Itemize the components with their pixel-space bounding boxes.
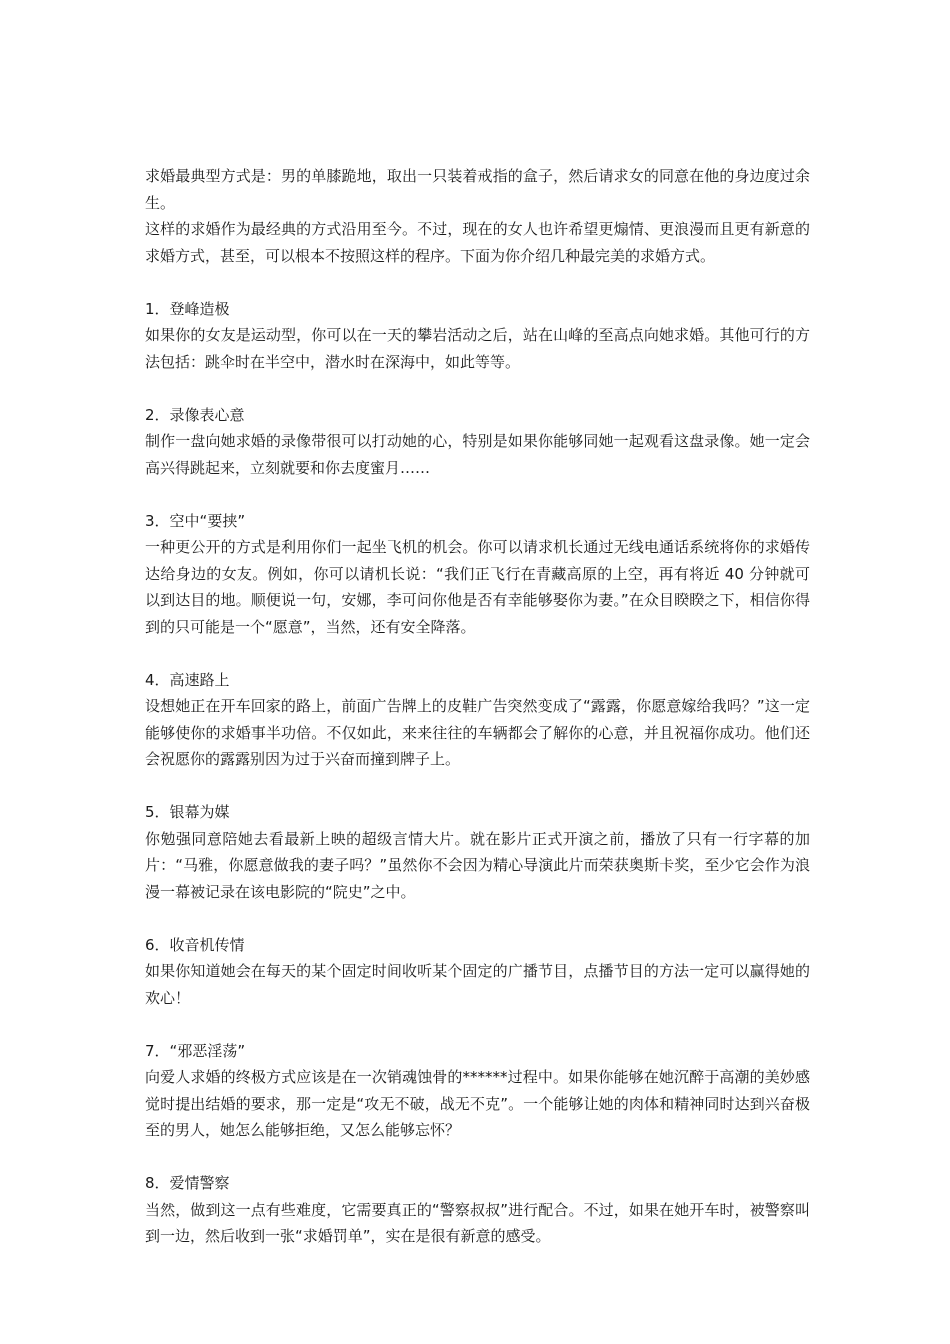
section-body: 向爱人求婚的终极方式应该是在一次销魂蚀骨的******过程中。如果你能够在她沉醉于高潮的美妙感觉时提出结婚的要求，那一定是“攻无不破，战无不克”。一个能够让她的肉体和精神同时达到兴奋极至的男人，她怎么能够拒绝，又怎么能够忘怀？ [145, 1068, 810, 1139]
section-body: 制作一盘向她求婚的录像带很可以打动她的心，特别是如果你能够同她一起观看这盘录像。她一定会高兴得跳起来，立刻就要和你去度蜜月…… [145, 432, 810, 477]
section-2 [145, 402, 810, 482]
section-body: 设想她正在开车回家的路上，前面广告牌上的皮鞋广告突然变成了“露露，你愿意嫁给我吗？”这一定能够使你的求婚事半功倍。不仅如此，来来往往的车辆都会了解你的心意，并且祝福你成功。他们还会祝愿你的露露别因为过于兴奋而撞到牌子上。 [145, 697, 810, 768]
section-heading: 6．收音机传情 [145, 935, 245, 954]
section-6 [145, 932, 810, 1012]
section-body: 如果你知道她会在每天的某个固定时间收听某个固定的广播节目，点播节目的方法一定可以赢得她的欢心！ [145, 962, 810, 1007]
section-heading: 3．空中“要挟” [145, 511, 246, 530]
section-heading: 4．高速路上 [145, 670, 230, 689]
intro-paragraph-1: 求婚最典型方式是：男的单膝跪地，取出一只装着戒指的盒子，然后请求女的同意在他的身边度过余生。 [145, 167, 810, 212]
section-heading: 1．登峰造极 [145, 299, 230, 318]
section-heading: 2．录像表心意 [145, 405, 245, 424]
section-heading: 8．爱情警察 [145, 1174, 230, 1192]
section-body: 如果你的女友是运动型，你可以在一天的攀岩活动之后，站在山峰的至高点向她求婚。其他可行的方法包括：跳伞时在半空中，潜水时在深海中，如此等等。 [145, 326, 810, 371]
section-heading: 5．银幕为媒 [145, 803, 230, 821]
section-body: 当然，做到这一点有些难度，它需要真正的“警察叔叔”进行配合。不过，如果在她开车时，被警察叫到一边，然后收到一张“求婚罚单”，实在是很有新意的感受。 [145, 1200, 810, 1245]
section-1 [145, 296, 810, 376]
document-page [145, 163, 810, 1250]
section-5 [145, 799, 810, 905]
section-7 [145, 1038, 810, 1144]
section-heading: 7．“邪恶淫荡” [145, 1041, 246, 1060]
section-3 [145, 508, 810, 641]
intro-paragraph-2: 这样的求婚作为最经典的方式沿用至今。不过，现在的女人也许希望更煽情、更浪漫而且更有新意的求婚方式，甚至，可以根本不按照这样的程序。下面为你介绍几种最完美的求婚方式。 [145, 220, 810, 265]
section-4 [145, 667, 810, 773]
section-body: 一种更公开的方式是利用你们一起坐飞机的机会。你可以请求机长通过无线电通话系统将你的求婚传达给身边的女友。例如，你可以请机长说：“我们正飞行在青藏高原的上空，再有将近 40 分钟就可以到达目的地。顺便说一句，安娜，李可问你他是否有幸能够娶你为妻。”在众目睽睽之下，相信你得到的只可能是一个“愿意”，当然，还有安全降落。 [145, 538, 810, 636]
section-body: 你勉强同意陪她去看最新上映的超级言情大片。就在影片正式开演之前，播放了只有一行字幕的加片：“马雅，你愿意做我的妻子吗？”虽然你不会因为精心导演此片而荣获奥斯卡奖，至少它会作为浪漫一幕被记录在该电影院的“院史”之中。 [145, 829, 810, 901]
section-8 [145, 1170, 810, 1250]
